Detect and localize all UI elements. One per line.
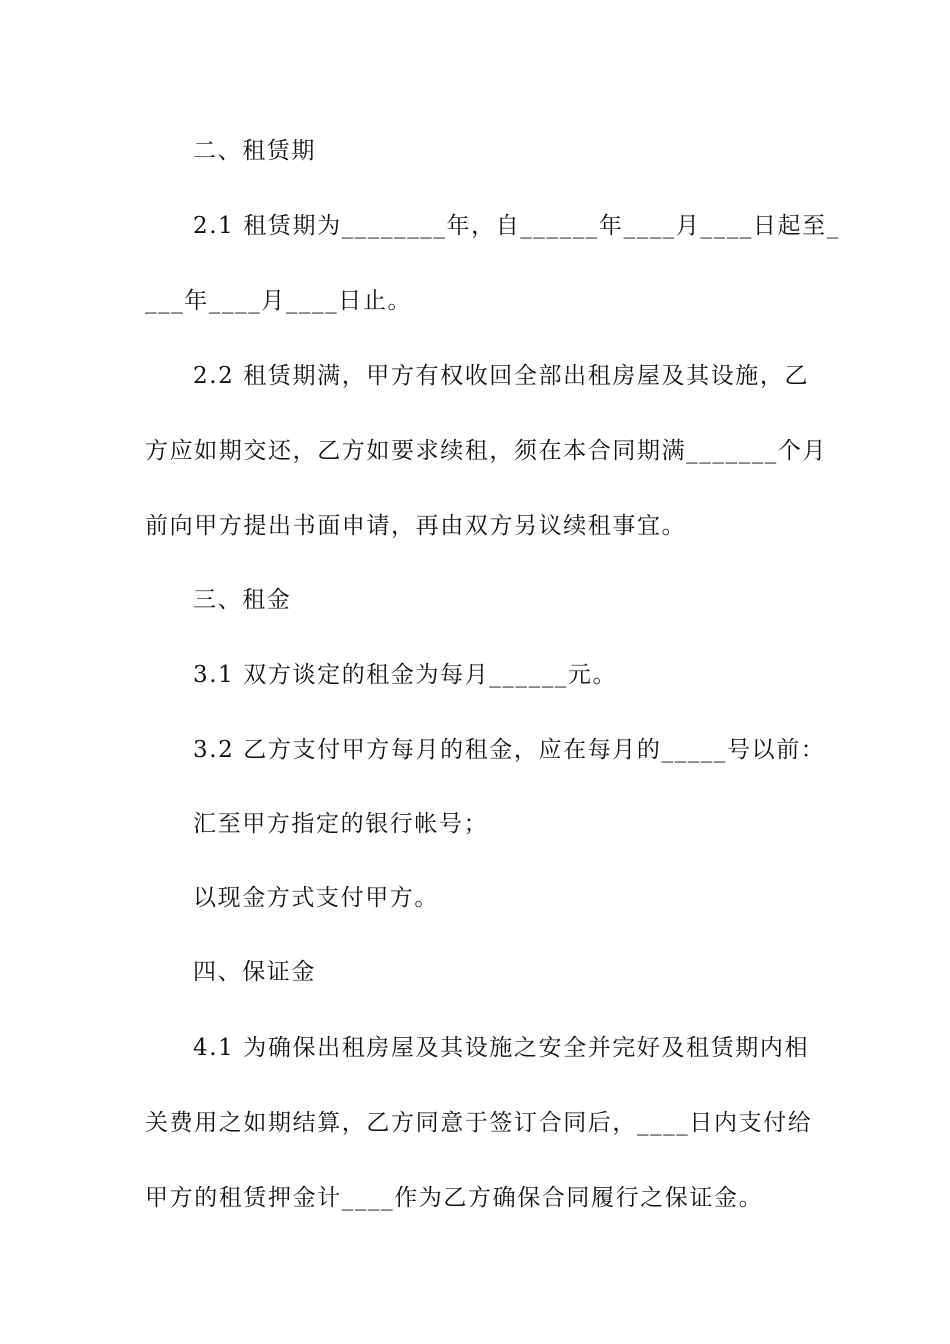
paragraph-line: 甲方的租赁押金计____作为乙方确保合同履行之保证金。 xyxy=(145,1185,764,1211)
section-heading-lease-term: 二、租赁期 xyxy=(193,138,316,164)
paragraph-line: 3.2 乙方支付甲方每月的租金，应在每月的_____号以前： xyxy=(193,737,826,763)
paragraph-line: 汇至甲方指定的银行帐号； xyxy=(193,811,489,837)
paragraph-line: 关费用之如期结算，乙方同意于签订合同后，____日内支付给 xyxy=(145,1110,813,1136)
paragraph-line: 前向甲方提出书面申请，再由双方另议续租事宜。 xyxy=(145,513,687,539)
paragraph-line: ___年____月____日止。 xyxy=(145,288,413,314)
paragraph-line: 2.2 租赁期满，甲方有权收回全部出租房屋及其设施，乙 xyxy=(193,363,810,389)
paragraph-line: 4.1 为确保出租房屋及其设施之安全并完好及租赁期内相 xyxy=(193,1035,810,1061)
paragraph-line: 方应如期交还，乙方如要求续租，须在本合同期满_______个月 xyxy=(145,438,828,464)
paragraph-line: 3.1 双方谈定的租金为每月______元。 xyxy=(193,662,618,688)
paragraph-line: 以现金方式支付甲方。 xyxy=(193,885,439,911)
section-heading-rent: 三、租金 xyxy=(193,587,292,613)
section-heading-deposit: 四、保证金 xyxy=(193,959,316,985)
paragraph-line: 2.1 租赁期为________年，自______年____月____日起至_ xyxy=(193,213,840,239)
